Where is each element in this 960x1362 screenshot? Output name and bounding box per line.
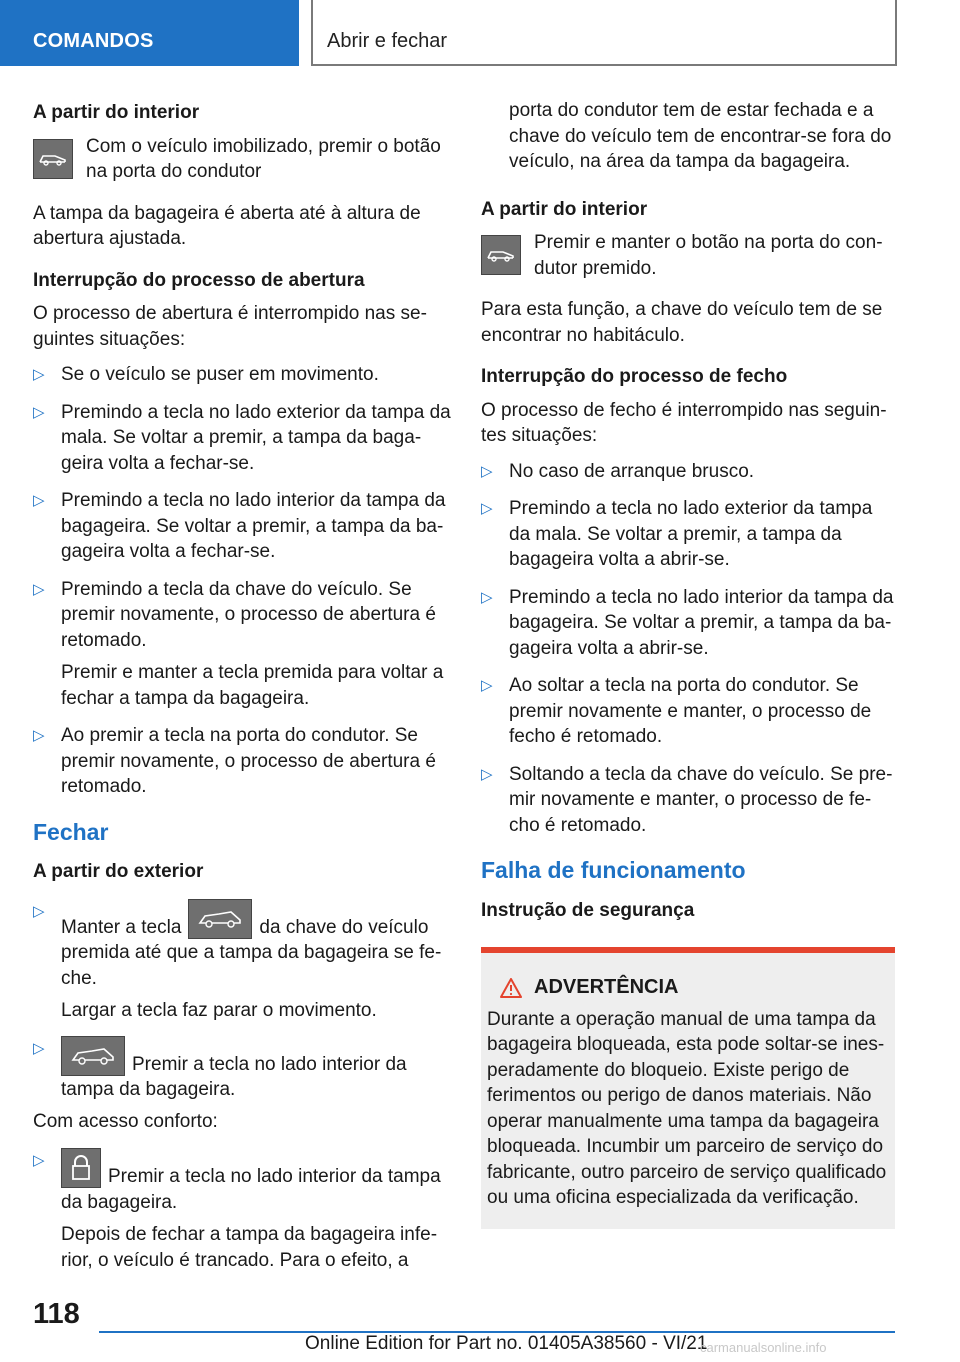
list-item: ▷ Premindo a tecla no lado exterior da tampa da mala. Se voltar a premir, a tampa da bagageira volta a abrir-se. xyxy=(481,496,895,573)
heading-safety: Instrução de segurança xyxy=(481,899,695,921)
chapter-title-box xyxy=(311,0,897,66)
list-item-note: Depois de fechar a tampa da bagageira inferior, o veículo é trancado. Para o efeito, a xyxy=(61,1224,438,1271)
door-button-text: Com o veículo imobilizado, premir o botão na porta do condutor xyxy=(86,135,441,182)
section-label: COMANDOS xyxy=(33,30,154,52)
warning-box xyxy=(481,947,895,1229)
list-item: ▷ Ao premir a tecla na porta do condutor. Se premir novamente, o processo de abertura é retomado. xyxy=(33,723,451,800)
list-item: ▷ Premindo a tecla no lado interior da tampa da bagageira. Se voltar a premir, a tampa da bagageira volta a fechar-se. xyxy=(33,488,451,565)
heading-close: Fechar xyxy=(33,818,109,845)
heading-from-interior: A partir do interior xyxy=(481,198,648,220)
list-item: ▷ Premir a tecla no lado interior da tampa da bagageira. Depois de fechar a tampa da bagageira inferior, o veículo é trancado. Para o efeito, a xyxy=(33,1148,451,1273)
heading-from-exterior: A partir do exterior xyxy=(33,861,204,882)
warning-text: Durante a operação manual de uma tampa da bagageira bloqueada, esta pode soltar-se inesperadamente do bloqueio. Existe perigo de ferimentos ou perigo de danos materiais. Não operar manualmente uma tampa da bagageira bloqueada. Incumbir um parceiro de serviço do fabricante, outro parceiro de serviço qualificado ou uma oficina especializada da verificação. xyxy=(487,1008,887,1208)
close-list xyxy=(33,899,451,1103)
list-item: ▷ Ao soltar a tecla na porta do condutor. Se premir novamente e manter, o processo de fecho é retomado. xyxy=(481,673,895,750)
list-item: ▷ Premindo a tecla da chave do veículo. Se premir novamente, o processo de abertura é retomado. Premir e manter a tecla premida para voltar a fechar a tampa da bagageira. xyxy=(33,577,451,712)
left-column xyxy=(33,100,451,1287)
warning-triangle-icon xyxy=(500,978,522,998)
section-tab xyxy=(0,0,299,66)
list-item: ▷ Manter a tecla da chave do veículo premida até que a tampa da bagageira se feche. Largar a tecla faz parar o movimento. xyxy=(33,899,451,1024)
page-number: 118 xyxy=(33,1298,80,1330)
car-tailgate-key-icon xyxy=(61,1036,125,1076)
list-item-note: Premir e manter a tecla premida para voltar a fechar a tampa da bagageira. xyxy=(61,662,444,709)
right-column xyxy=(481,100,895,1229)
list-item: ▷ Premindo a tecla no lado exterior da tampa da mala. Se voltar a premir, a tampa da bagageira volta a fechar-se. xyxy=(33,400,451,477)
paragraph-comfort: Com acesso conforto: xyxy=(33,1110,218,1132)
paragraph-interrupt-opening: O processo de abertura é interrompido nas seguintes situações: xyxy=(33,303,427,350)
paragraph-interrupt-closing: O processo de fecho é interrompido nas seguintes situações: xyxy=(481,399,887,446)
list-item: ▷ Premir a tecla no lado interior da tampa da bagageira. xyxy=(33,1036,451,1103)
heading-malfunction: Falha de funcionamento xyxy=(481,857,746,883)
interrupt-opening-list xyxy=(33,362,451,800)
door-button-row xyxy=(33,134,451,185)
paragraph-opened: A tampa da bagageira é aberta até à altura de abertura ajustada. xyxy=(33,202,421,249)
lock-icon xyxy=(61,1148,101,1188)
car-tailgate-key-icon xyxy=(188,899,252,939)
warning-heading xyxy=(500,975,887,1001)
watermark: carmanualsonline.info xyxy=(700,1340,827,1355)
list-item: ▷ No caso de arranque brusco. xyxy=(481,459,895,485)
heading-interrupt-opening: Interrupção do processo de abertura xyxy=(33,269,365,291)
door-button-text: Premir e manter o botão na porta do condutor premido. xyxy=(534,232,883,279)
chapter-title: Abrir e fechar xyxy=(327,30,448,52)
heading-interrupt-closing: Interrupção do processo de fecho xyxy=(481,366,788,387)
continuation-paragraph: porta do condutor tem de estar fechada e a chave do veículo tem de encontrar-se fora do veículo, na área da tampa da bagageira. xyxy=(509,100,892,172)
tailgate-button-icon xyxy=(33,139,73,179)
list-item: ▷ Soltando a tecla da chave do veículo. Se premir novamente e manter, o processo de fecho é retomado. xyxy=(481,762,895,839)
warning-title: ADVERTÊNCIA xyxy=(534,976,679,998)
heading-from-interior: A partir do interior xyxy=(33,102,200,123)
paragraph-key: Para esta função, a chave do veículo tem de se encontrar no habitáculo. xyxy=(481,299,883,346)
interrupt-closing-list xyxy=(481,459,895,839)
door-button-row xyxy=(481,230,895,281)
list-item: ▷ Se o veículo se puser em movimento. xyxy=(33,362,451,388)
page-header xyxy=(0,0,960,66)
footer-edition: Online Edition for Part no. 01405A38560 - VI/21 xyxy=(305,1333,708,1354)
comfort-list xyxy=(33,1148,451,1273)
list-item: ▷ Premindo a tecla no lado interior da tampa da bagageira. Se voltar a premir, a tampa da bagageira volta a abrir-se. xyxy=(481,585,895,662)
tailgate-button-icon xyxy=(481,235,521,275)
list-item-note: Largar a tecla faz parar o movimento. xyxy=(61,1000,377,1021)
